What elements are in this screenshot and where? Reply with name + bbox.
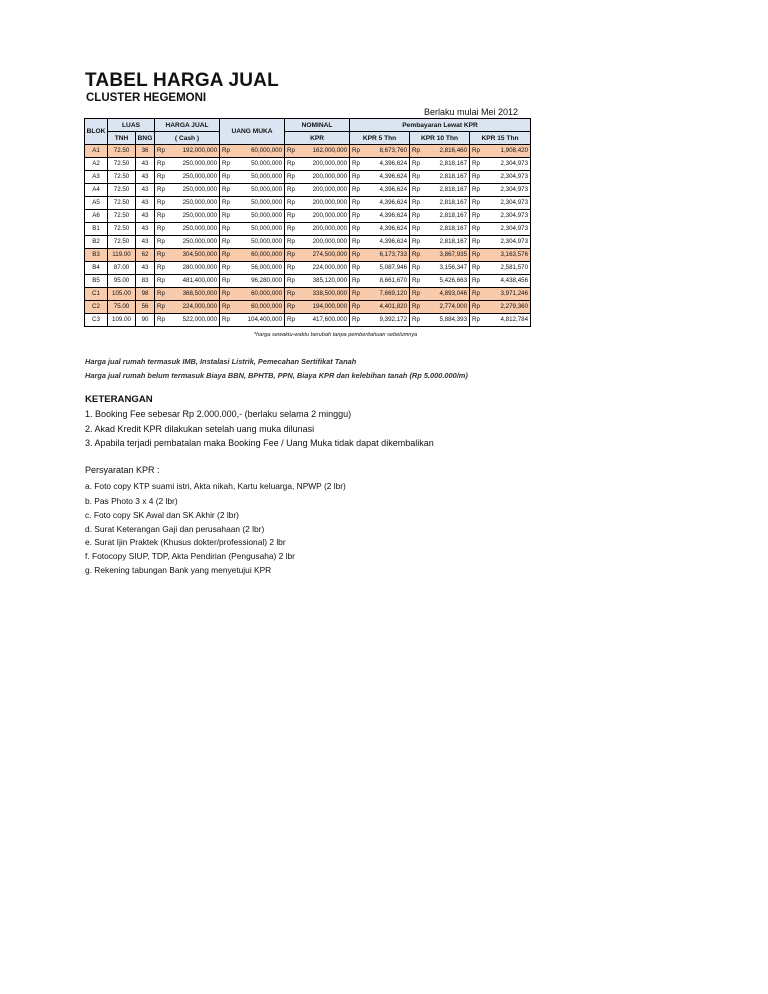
cell-k15: 2,304,973: [480, 197, 531, 210]
currency-cell: Rp: [350, 171, 360, 184]
cell-um: 56,000,000: [230, 262, 285, 275]
cell-tnh: 75.00: [108, 301, 136, 314]
effective-date: Berlaku mulai Mei 2012: [424, 107, 519, 117]
persyaratan-item: b. Pas Photo 3 x 4 (2 lbr): [85, 496, 178, 506]
currency-cell: Rp: [155, 262, 165, 275]
currency-cell: Rp: [285, 223, 295, 236]
cell-kpr: 200,000,000: [295, 158, 350, 171]
table-row: [85, 197, 531, 210]
cell-k15: 2,304,973: [480, 158, 531, 171]
cell-harga: 481,400,000: [165, 275, 220, 288]
cell-harga: 250,000,000: [165, 158, 220, 171]
currency-cell: Rp: [220, 197, 230, 210]
cell-kpr: 338,500,000: [295, 288, 350, 301]
cell-k15: 2,304,973: [480, 184, 531, 197]
cell-kpr: 200,000,000: [295, 171, 350, 184]
cell-um: 60,000,000: [230, 249, 285, 262]
keterangan-item: 2. Akad Kredit KPR dilakukan setelah uang muka dilunasi: [85, 424, 315, 434]
cell-tnh: 72.50: [108, 223, 136, 236]
cell-kpr: 200,000,000: [295, 197, 350, 210]
cell-k15: 2,304,973: [480, 171, 531, 184]
price-table-body: [85, 145, 531, 327]
cell-um: 60,000,000: [230, 145, 285, 158]
cell-k15: 1,908,420: [480, 145, 531, 158]
table-row: [85, 275, 531, 288]
persyaratan-item: a. Foto copy KTP suami istri, Akta nikah, Kartu keluarga, NPWP (2 lbr): [85, 481, 346, 491]
currency-cell: Rp: [410, 275, 420, 288]
currency-cell: Rp: [155, 184, 165, 197]
currency-cell: Rp: [285, 314, 295, 327]
currency-cell: Rp: [350, 275, 360, 288]
cell-um: 50,000,000: [230, 197, 285, 210]
header-luas: LUAS: [108, 119, 155, 132]
table-row: [85, 249, 531, 262]
currency-cell: Rp: [155, 314, 165, 327]
currency-cell: Rp: [220, 236, 230, 249]
currency-cell: Rp: [410, 314, 420, 327]
currency-cell: Rp: [220, 314, 230, 327]
table-row: [85, 314, 531, 327]
currency-cell: Rp: [285, 236, 295, 249]
page-title: TABEL HARGA JUAL: [85, 70, 279, 91]
currency-cell: Rp: [285, 262, 295, 275]
cell-bng: 98: [136, 288, 155, 301]
cell-k5: 4,396,624: [360, 158, 410, 171]
cell-bng: 43: [136, 197, 155, 210]
cell-k10: 2,818,167: [420, 236, 470, 249]
currency-cell: Rp: [410, 171, 420, 184]
cell-bng: 83: [136, 275, 155, 288]
table-row: [85, 171, 531, 184]
currency-cell: Rp: [285, 249, 295, 262]
cell-k10: 3,156,347: [420, 262, 470, 275]
cell-bng: 43: [136, 171, 155, 184]
cell-k10: 2,774,000: [420, 301, 470, 314]
keterangan-heading: KETERANGAN: [85, 394, 153, 405]
table-row: [85, 301, 531, 314]
currency-cell: Rp: [410, 301, 420, 314]
cell-um: 50,000,000: [230, 184, 285, 197]
header-cash: ( Cash ): [155, 132, 220, 145]
note-included: Harga jual rumah termasuk IMB, Instalasi Listrik, Pemecahan Sertifikat Tanah: [85, 357, 357, 366]
currency-cell: Rp: [470, 158, 480, 171]
currency-cell: Rp: [470, 223, 480, 236]
cell-blok: B4: [85, 262, 108, 275]
currency-cell: Rp: [410, 288, 420, 301]
currency-cell: Rp: [470, 314, 480, 327]
cell-blok: C1: [85, 288, 108, 301]
table-row: [85, 262, 531, 275]
currency-cell: Rp: [155, 210, 165, 223]
cell-harga: 250,000,000: [165, 184, 220, 197]
persyaratan-item: g. Rekening tabungan Bank yang menyetujui KPR: [85, 565, 272, 575]
currency-cell: Rp: [350, 184, 360, 197]
cell-tnh: 105.00: [108, 288, 136, 301]
cell-bng: 43: [136, 158, 155, 171]
header-kpr15: KPR 15 Thn: [470, 132, 531, 145]
currency-cell: Rp: [410, 262, 420, 275]
cell-blok: A4: [85, 184, 108, 197]
table-row: [85, 184, 531, 197]
currency-cell: Rp: [410, 145, 420, 158]
currency-cell: Rp: [410, 223, 420, 236]
cell-k15: 2,304,973: [480, 223, 531, 236]
cell-k15: 3,971,246: [480, 288, 531, 301]
cell-harga: 250,000,000: [165, 223, 220, 236]
currency-cell: Rp: [285, 197, 295, 210]
currency-cell: Rp: [220, 249, 230, 262]
currency-cell: Rp: [470, 145, 480, 158]
currency-cell: Rp: [470, 184, 480, 197]
currency-cell: Rp: [350, 314, 360, 327]
cell-kpr: 274,500,000: [295, 249, 350, 262]
currency-cell: Rp: [220, 184, 230, 197]
currency-cell: Rp: [350, 249, 360, 262]
currency-cell: Rp: [350, 236, 360, 249]
currency-cell: Rp: [220, 145, 230, 158]
cell-k5: 8,673,760: [360, 145, 410, 158]
header-pembayaran: Pembayaran Lewat KPR: [350, 119, 531, 132]
cell-blok: B1: [85, 223, 108, 236]
cell-tnh: 72.50: [108, 184, 136, 197]
cell-k5: 4,401,820: [360, 301, 410, 314]
table-row: [85, 145, 531, 158]
cell-k5: 4,396,624: [360, 171, 410, 184]
currency-cell: Rp: [285, 288, 295, 301]
cell-k10: 2,818,167: [420, 171, 470, 184]
header-tnh: TNH: [108, 132, 136, 145]
cell-harga: 368,500,000: [165, 288, 220, 301]
cell-um: 50,000,000: [230, 223, 285, 236]
cell-kpr: 224,000,000: [295, 262, 350, 275]
currency-cell: Rp: [285, 301, 295, 314]
currency-cell: Rp: [350, 223, 360, 236]
currency-cell: Rp: [470, 288, 480, 301]
cell-tnh: 72.50: [108, 171, 136, 184]
cell-tnh: 72.50: [108, 197, 136, 210]
note-excluded: Harga jual rumah belum termasuk Biaya BBN, BPHTB, PPN, Biaya KPR dan kelebihan tanah (Rp 5.000.000/m): [85, 371, 468, 380]
cell-k10: 3,867,935: [420, 249, 470, 262]
cell-k10: 2,818,167: [420, 223, 470, 236]
cell-harga: 250,000,000: [165, 210, 220, 223]
currency-cell: Rp: [155, 288, 165, 301]
keterangan-item: 1. Booking Fee sebesar Rp 2.000.000,- (berlaku selama 2 minggu): [85, 409, 352, 419]
currency-cell: Rp: [220, 275, 230, 288]
cell-blok: B2: [85, 236, 108, 249]
cell-blok: B3: [85, 249, 108, 262]
cell-kpr: 162,000,000: [295, 145, 350, 158]
currency-cell: Rp: [285, 184, 295, 197]
currency-cell: Rp: [470, 197, 480, 210]
currency-cell: Rp: [155, 197, 165, 210]
cell-um: 50,000,000: [230, 158, 285, 171]
currency-cell: Rp: [350, 288, 360, 301]
currency-cell: Rp: [410, 197, 420, 210]
cell-k5: 4,396,624: [360, 197, 410, 210]
cell-harga: 522,000,000: [165, 314, 220, 327]
cell-k10: 2,818,167: [420, 210, 470, 223]
cell-blok: B5: [85, 275, 108, 288]
cell-blok: A2: [85, 158, 108, 171]
cell-k15: 2,304,973: [480, 236, 531, 249]
currency-cell: Rp: [285, 210, 295, 223]
currency-cell: Rp: [350, 197, 360, 210]
cell-blok: C2: [85, 301, 108, 314]
cell-blok: A5: [85, 197, 108, 210]
cell-k15: 2,279,360: [480, 301, 531, 314]
cell-k5: 4,396,624: [360, 210, 410, 223]
cell-blok: A1: [85, 145, 108, 158]
cell-k15: 2,304,973: [480, 210, 531, 223]
cell-bng: 36: [136, 145, 155, 158]
cell-kpr: 200,000,000: [295, 184, 350, 197]
cell-k15: 4,812,784: [480, 314, 531, 327]
cell-harga: 250,000,000: [165, 197, 220, 210]
cell-harga: 304,500,000: [165, 249, 220, 262]
currency-cell: Rp: [220, 301, 230, 314]
cell-k5: 5,087,946: [360, 262, 410, 275]
cell-tnh: 109.00: [108, 314, 136, 327]
currency-cell: Rp: [220, 223, 230, 236]
cell-bng: 43: [136, 184, 155, 197]
cell-tnh: 72.50: [108, 158, 136, 171]
cell-bng: 43: [136, 236, 155, 249]
cell-um: 50,000,000: [230, 236, 285, 249]
table-row: [85, 210, 531, 223]
cell-kpr: 194,000,000: [295, 301, 350, 314]
currency-cell: Rp: [470, 301, 480, 314]
keterangan-item: 3. Apabila terjadi pembatalan maka Booking Fee / Uang Muka tidak dapat dikembalikan: [85, 438, 434, 448]
price-table: [84, 118, 531, 327]
cell-tnh: 87.00: [108, 262, 136, 275]
currency-cell: Rp: [155, 158, 165, 171]
currency-cell: Rp: [285, 158, 295, 171]
persyaratan-item: c. Foto copy SK Awal dan SK Akhir (2 lbr): [85, 510, 239, 520]
header-bng: BNG: [136, 132, 155, 145]
currency-cell: Rp: [470, 171, 480, 184]
cell-um: 104,400,000: [230, 314, 285, 327]
cell-k15: 2,581,570: [480, 262, 531, 275]
table-row: [85, 158, 531, 171]
cell-tnh: 95.00: [108, 275, 136, 288]
cell-bng: 62: [136, 249, 155, 262]
cell-kpr: 200,000,000: [295, 236, 350, 249]
cell-k10: 5,884,393: [420, 314, 470, 327]
currency-cell: Rp: [350, 158, 360, 171]
currency-cell: Rp: [410, 210, 420, 223]
currency-cell: Rp: [220, 171, 230, 184]
cell-harga: 250,000,000: [165, 236, 220, 249]
currency-cell: Rp: [285, 171, 295, 184]
cell-harga: 192,000,000: [165, 145, 220, 158]
cell-harga: 224,000,000: [165, 301, 220, 314]
header-nominal: NOMINAL: [285, 119, 350, 132]
currency-cell: Rp: [155, 275, 165, 288]
currency-cell: Rp: [155, 301, 165, 314]
persyaratan-item: f. Fotocopy SIUP, TDP, Akta Pendirian (Pengusaha) 2 lbr: [85, 551, 295, 561]
cell-k15: 3,163,576: [480, 249, 531, 262]
currency-cell: Rp: [285, 145, 295, 158]
header-kpr: KPR: [285, 132, 350, 145]
header-kpr10: KPR 10 Thn: [410, 132, 470, 145]
currency-cell: Rp: [470, 236, 480, 249]
cell-harga: 280,000,000: [165, 262, 220, 275]
currency-cell: Rp: [155, 145, 165, 158]
currency-cell: Rp: [350, 145, 360, 158]
currency-cell: Rp: [470, 249, 480, 262]
currency-cell: Rp: [470, 275, 480, 288]
persyaratan-item: e. Surat Ijin Praktek (Khusus dokter/professional) 2 lbr: [85, 537, 286, 547]
currency-cell: Rp: [410, 158, 420, 171]
currency-cell: Rp: [410, 184, 420, 197]
cell-um: 96,280,000: [230, 275, 285, 288]
currency-cell: Rp: [285, 275, 295, 288]
page-subtitle: CLUSTER HEGEMONI: [86, 92, 207, 104]
cell-k15: 4,438,456: [480, 275, 531, 288]
currency-cell: Rp: [350, 210, 360, 223]
persyaratan-heading: Persyaratan KPR :: [85, 465, 160, 475]
cell-tnh: 72.50: [108, 236, 136, 249]
currency-cell: Rp: [410, 236, 420, 249]
cell-bng: 43: [136, 210, 155, 223]
currency-cell: Rp: [155, 236, 165, 249]
cell-k5: 4,396,624: [360, 236, 410, 249]
cell-kpr: 200,000,000: [295, 210, 350, 223]
header-kpr5: KPR 5 Thn: [350, 132, 410, 145]
cell-k10: 5,426,663: [420, 275, 470, 288]
currency-cell: Rp: [220, 288, 230, 301]
cell-bng: 90: [136, 314, 155, 327]
cell-blok: C3: [85, 314, 108, 327]
cell-um: 60,000,000: [230, 288, 285, 301]
table-row: [85, 288, 531, 301]
header-harga-jual: HARGA JUAL: [155, 119, 220, 132]
currency-cell: Rp: [155, 249, 165, 262]
cell-k5: 7,669,120: [360, 288, 410, 301]
header-blok: BLOK: [85, 119, 108, 145]
currency-cell: Rp: [470, 210, 480, 223]
cell-kpr: 385,120,000: [295, 275, 350, 288]
cell-k5: 8,661,670: [360, 275, 410, 288]
cell-tnh: 72.50: [108, 210, 136, 223]
cell-k10: 2,818,167: [420, 197, 470, 210]
currency-cell: Rp: [350, 262, 360, 275]
cell-blok: A3: [85, 171, 108, 184]
cell-harga: 250,000,000: [165, 171, 220, 184]
cell-k5: 4,396,624: [360, 184, 410, 197]
cell-kpr: 417,600,000: [295, 314, 350, 327]
header-uang-muka: UANG MUKA: [220, 119, 285, 145]
currency-cell: Rp: [220, 262, 230, 275]
cell-bng: 43: [136, 262, 155, 275]
cell-k10: 2,818,167: [420, 158, 470, 171]
persyaratan-item: d. Surat Keterangan Gaji dan perusahaan (2 lbr): [85, 524, 265, 534]
currency-cell: Rp: [470, 262, 480, 275]
currency-cell: Rp: [350, 301, 360, 314]
cell-um: 60,000,000: [230, 301, 285, 314]
currency-cell: Rp: [155, 223, 165, 236]
cell-tnh: 72.50: [108, 145, 136, 158]
cell-bng: 43: [136, 223, 155, 236]
table-row: [85, 236, 531, 249]
cell-um: 50,000,000: [230, 210, 285, 223]
cell-k10: 2,816,460: [420, 145, 470, 158]
cell-blok: A6: [85, 210, 108, 223]
currency-cell: Rp: [410, 249, 420, 262]
cell-k10: 2,818,167: [420, 184, 470, 197]
cell-um: 50,000,000: [230, 171, 285, 184]
cell-tnh: 119.00: [108, 249, 136, 262]
currency-cell: Rp: [220, 158, 230, 171]
cell-kpr: 200,000,000: [295, 223, 350, 236]
currency-cell: Rp: [220, 210, 230, 223]
cell-k10: 4,893,046: [420, 288, 470, 301]
cell-k5: 4,396,624: [360, 223, 410, 236]
cell-k5: 6,173,733: [360, 249, 410, 262]
currency-cell: Rp: [155, 171, 165, 184]
table-row: [85, 223, 531, 236]
price-footnote: *harga sewaktu-waktu berubah tanpa pemberitahuan sebelumnya: [254, 332, 418, 338]
cell-bng: 56: [136, 301, 155, 314]
cell-k5: 9,392,172: [360, 314, 410, 327]
